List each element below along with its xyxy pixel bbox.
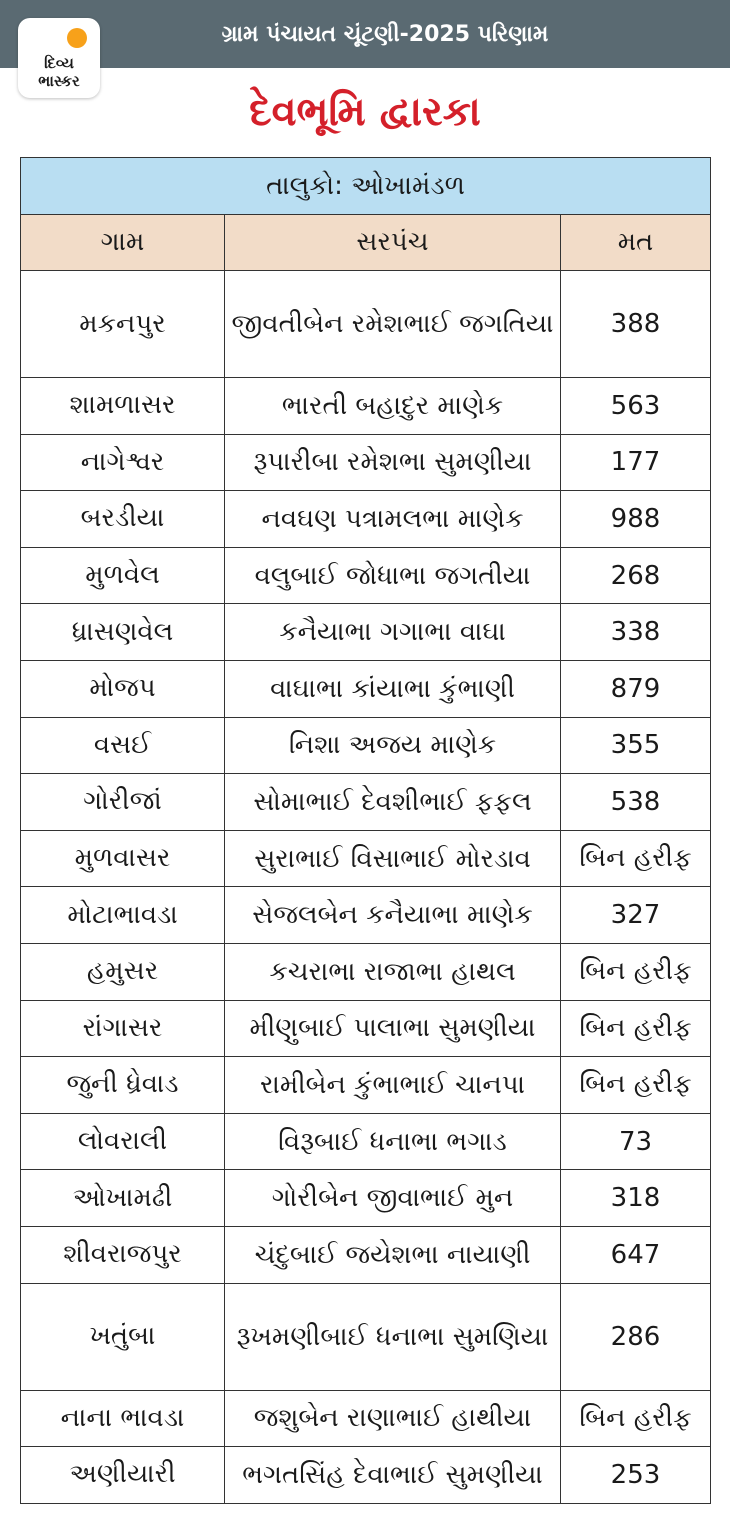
- sarpanch-cell: ભારતી બહાદુર માણેક: [225, 378, 561, 435]
- village-cell: ધ્રાસણવેલ: [21, 604, 225, 661]
- sarpanch-cell: મીણુબાઈ પાલાભા સુમણીયા: [225, 1000, 561, 1057]
- village-cell: શીવરાજપુર: [21, 1226, 225, 1283]
- sarpanch-cell: સુરાભાઈ વિસાભાઈ મોરડાવ: [225, 830, 561, 887]
- table-row: [21, 887, 711, 944]
- votes-cell: બિન હરીફ: [561, 1057, 711, 1114]
- taluka-label: તાલુકો: ઓખામંડળ: [21, 158, 711, 215]
- village-cell: વસઈ: [21, 717, 225, 774]
- village-cell: નાના ભાવડા: [21, 1390, 225, 1447]
- table-row: [21, 660, 711, 717]
- table-row: [21, 1390, 711, 1447]
- sarpanch-cell: ભગતસિંહ દેવાભાઈ સુમણીયા: [225, 1447, 561, 1504]
- village-cell: હમુસર: [21, 943, 225, 1000]
- votes-cell: 253: [561, 1447, 711, 1504]
- sarpanch-cell: ગોરીબેન જીવાભાઈ મુન: [225, 1170, 561, 1227]
- sarpanch-cell: જશુબેન રાણાભાઈ હાથીયા: [225, 1390, 561, 1447]
- votes-cell: બિન હરીફ: [561, 943, 711, 1000]
- village-cell: રાંગાસર: [21, 1000, 225, 1057]
- votes-cell: 268: [561, 547, 711, 604]
- village-cell: શામળાસર: [21, 378, 225, 435]
- votes-cell: 538: [561, 774, 711, 831]
- table-row: [21, 491, 711, 548]
- sarpanch-cell: રૂપારીબા રમેશભા સુમણીયા: [225, 434, 561, 491]
- table-row: [21, 1000, 711, 1057]
- table-row: [21, 271, 711, 378]
- sarpanch-cell: નિશા અજય માણેક: [225, 717, 561, 774]
- table-row: [21, 943, 711, 1000]
- taluka-header-row: [21, 158, 711, 215]
- village-cell: મુળવેલ: [21, 547, 225, 604]
- table-row: [21, 1057, 711, 1114]
- village-cell: લોવરાલી: [21, 1113, 225, 1170]
- village-cell: નાગેશ્વર: [21, 434, 225, 491]
- sarpanch-cell: રૂખમણીબાઈ ધનાભા સુમણિયા: [225, 1283, 561, 1390]
- column-header-row: [21, 215, 711, 271]
- header-bar: [0, 0, 730, 68]
- sarpanch-cell: વલુબાઈ જોધાભા જગતીયા: [225, 547, 561, 604]
- table-row: [21, 434, 711, 491]
- votes-cell: 327: [561, 887, 711, 944]
- sarpanch-cell: રામીબેન કુંભાભાઈ ચાનપા: [225, 1057, 561, 1114]
- village-cell: મોજપ: [21, 660, 225, 717]
- table-row: [21, 830, 711, 887]
- table-row: [21, 717, 711, 774]
- village-cell: અણીયારી: [21, 1447, 225, 1504]
- sarpanch-cell: સેજલબેન કનૈયાભા માણેક: [225, 887, 561, 944]
- village-cell: ખતુંબા: [21, 1283, 225, 1390]
- sun-icon: [67, 28, 87, 48]
- votes-cell: બિન હરીફ: [561, 830, 711, 887]
- votes-cell: 647: [561, 1226, 711, 1283]
- district-title: દેવભૂમિ દ્વારકા: [249, 89, 481, 135]
- votes-cell: 988: [561, 491, 711, 548]
- table-row: [21, 774, 711, 831]
- table-row: [21, 1226, 711, 1283]
- logo-text-line2: ભાસ્કર: [38, 72, 80, 90]
- column-header-votes: મત: [561, 215, 711, 271]
- table-row: [21, 1447, 711, 1504]
- table-row: [21, 604, 711, 661]
- header-title: ગ્રામ પંચાયત ચૂંટણી-2025 પરિણામ: [221, 21, 549, 47]
- results-table: [20, 157, 711, 1504]
- votes-cell: 286: [561, 1283, 711, 1390]
- village-cell: મોટાભાવડા: [21, 887, 225, 944]
- table-row: [21, 1170, 711, 1227]
- sarpanch-cell: નવઘણ પત્રામલભા માણેક: [225, 491, 561, 548]
- sarpanch-cell: સોમાભાઈ દેવશીભાઈ ફફલ: [225, 774, 561, 831]
- votes-cell: 338: [561, 604, 711, 661]
- votes-cell: 388: [561, 271, 711, 378]
- village-cell: ગોરીજાં: [21, 774, 225, 831]
- votes-cell: 73: [561, 1113, 711, 1170]
- logo-text-line1: દિવ્ય: [44, 54, 74, 72]
- sarpanch-cell: ચંદુબાઈ જયેશભા નાયાણી: [225, 1226, 561, 1283]
- table-row: [21, 378, 711, 435]
- votes-cell: 355: [561, 717, 711, 774]
- column-header-village: ગામ: [21, 215, 225, 271]
- votes-cell: 318: [561, 1170, 711, 1227]
- table-row: [21, 1283, 711, 1390]
- votes-cell: બિન હરીફ: [561, 1000, 711, 1057]
- votes-cell: 879: [561, 660, 711, 717]
- sarpanch-cell: વિરૂબાઈ ધનાભા ભગાડ: [225, 1113, 561, 1170]
- column-header-sarpanch: સરપંચ: [225, 215, 561, 271]
- village-cell: ઓખામઢી: [21, 1170, 225, 1227]
- sarpanch-cell: કચરાભા રાજાભા હાથલ: [225, 943, 561, 1000]
- sarpanch-cell: વાઘાભા કાંયાભા કુંભાણી: [225, 660, 561, 717]
- village-cell: બરડીયા: [21, 491, 225, 548]
- votes-cell: બિન હરીફ: [561, 1390, 711, 1447]
- table-row: [21, 547, 711, 604]
- votes-cell: 563: [561, 378, 711, 435]
- village-cell: મકનપુર: [21, 271, 225, 378]
- village-cell: મુળવાસર: [21, 830, 225, 887]
- table-row: [21, 1113, 711, 1170]
- sarpanch-cell: કનૈયાભા ગગાભા વાઘા: [225, 604, 561, 661]
- sarpanch-cell: જીવતીબેન રમેશભાઈ જગતિયા: [225, 271, 561, 378]
- village-cell: જુની ધ્રેવાડ: [21, 1057, 225, 1114]
- votes-cell: 177: [561, 434, 711, 491]
